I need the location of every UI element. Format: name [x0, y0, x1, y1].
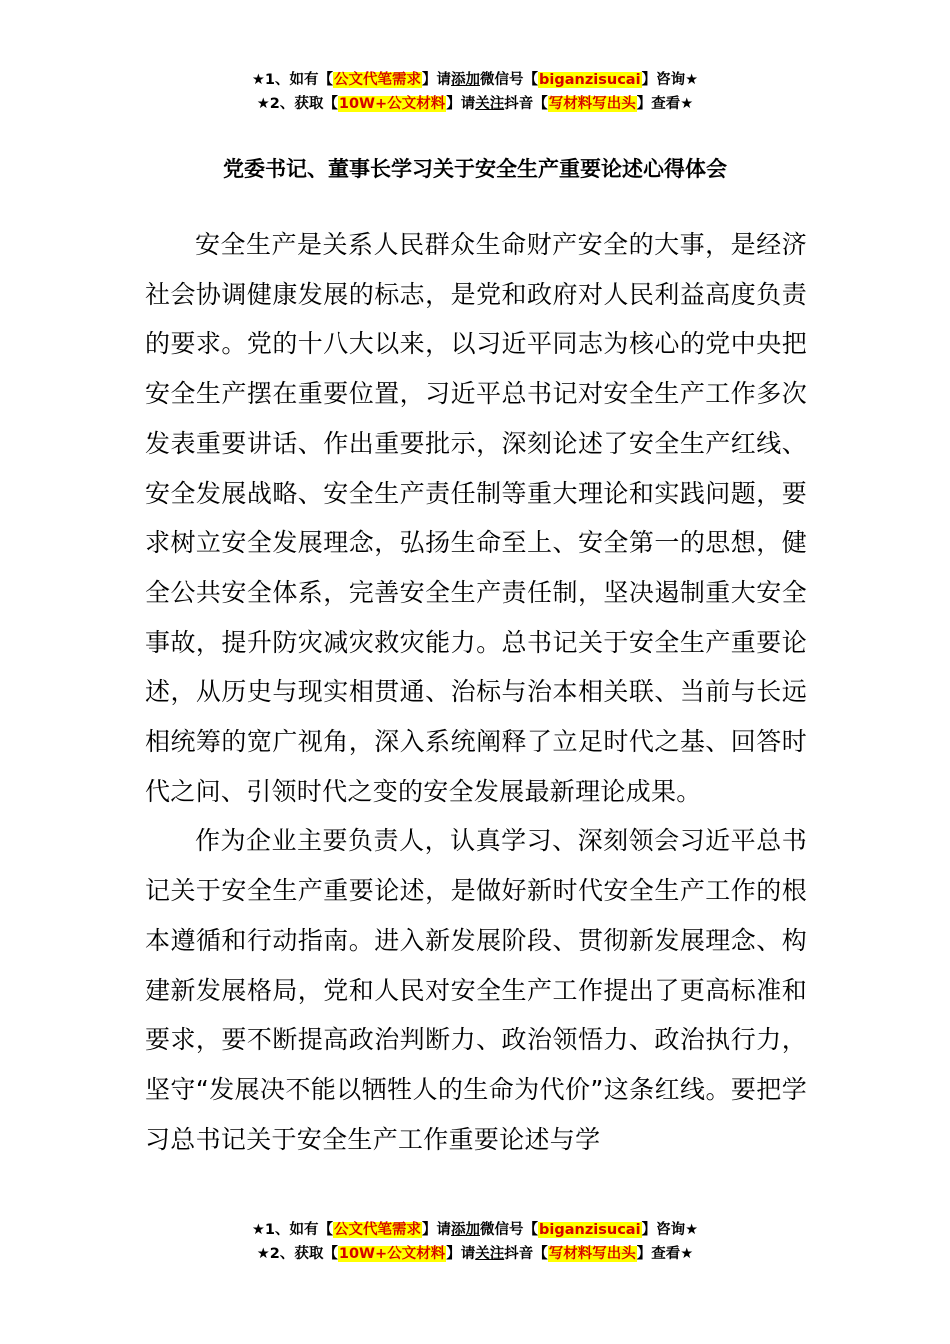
- underlined-text: 关注: [475, 96, 505, 112]
- paragraph-1: 安全生产是关系人民群众生命财产安全的大事，是经济社会协调健康发展的标志，是党和政府对人民利益高度负责的要求。党的十八大以来，以习近平同志为核心的党中央把安全生产摆在重要位置，习近平总书记对安全生产工作多次发表重要讲话、作出重要批示，深刻论述了安全生产红线、安全发展战略、安全生产责任制等重大理论和实践问题，要求树立安全发展理念，弘扬生命至上、安全第一的思想，健全公共安全体系，完善安全生产责任制，坚决遏制重大安全事故，提升防灾减灾救灾能力。总书记关于安全生产重要论述，从历史与现实相贯通、治标与治本相关联、当前与长远相统筹的宽广视角，深入系统阐释了立足时代之基、回答时代之问、引领时代之变的安全发展最新理论成果。: [145, 230, 807, 806]
- banner-line-1: ★1、如有【公文代笔需求】请添加微信号【biganzisucai】咨询★: [251, 1222, 699, 1238]
- banner-line-1: ★1、如有【公文代笔需求】请添加微信号【biganzisucai】咨询★: [251, 72, 699, 88]
- paragraph-2: 作为企业主要负责人，认真学习、深刻领会习近平总书记关于安全生产重要论述，是做好新时代安全生产工作的根本遵循和行动指南。进入新发展阶段、贯彻新发展理念、构建新发展格局，党和人民对安全生产工作提出了更高标准和要求，要不断提高政治判断力、政治领悟力、政治执行力，坚守“发展决不能以牺牲人的生命为代价”这条红线。要把学习总书记关于安全生产工作重要论述与学: [145, 826, 807, 1154]
- underlined-text: 关注: [475, 1246, 505, 1262]
- document-body: [145, 220, 807, 1164]
- wechat-id: biganzisucai: [539, 72, 641, 88]
- banner-line-2: ★2、获取【10W+公文材料】请关注抖音【写材料写出头】查看★: [256, 96, 694, 112]
- document-title: 党委书记、董事长学习关于安全生产重要论述心得体会: [223, 157, 727, 181]
- douyin-account: 写材料写出头: [548, 96, 636, 112]
- highlight-text: 10W+公文材料: [338, 96, 446, 112]
- highlight-text: 公文代笔需求: [334, 72, 422, 88]
- highlight-text: 10W+公文材料: [338, 1246, 446, 1262]
- header-banner: [0, 68, 950, 116]
- wechat-id: biganzisucai: [539, 1222, 641, 1238]
- underlined-text: 添加: [451, 1222, 481, 1238]
- underlined-text: 添加: [451, 72, 481, 88]
- footer-banner: [0, 1218, 950, 1266]
- douyin-account: 写材料写出头: [548, 1246, 636, 1262]
- banner-line-2: ★2、获取【10W+公文材料】请关注抖音【写材料写出头】查看★: [256, 1246, 694, 1262]
- highlight-text: 公文代笔需求: [334, 1222, 422, 1238]
